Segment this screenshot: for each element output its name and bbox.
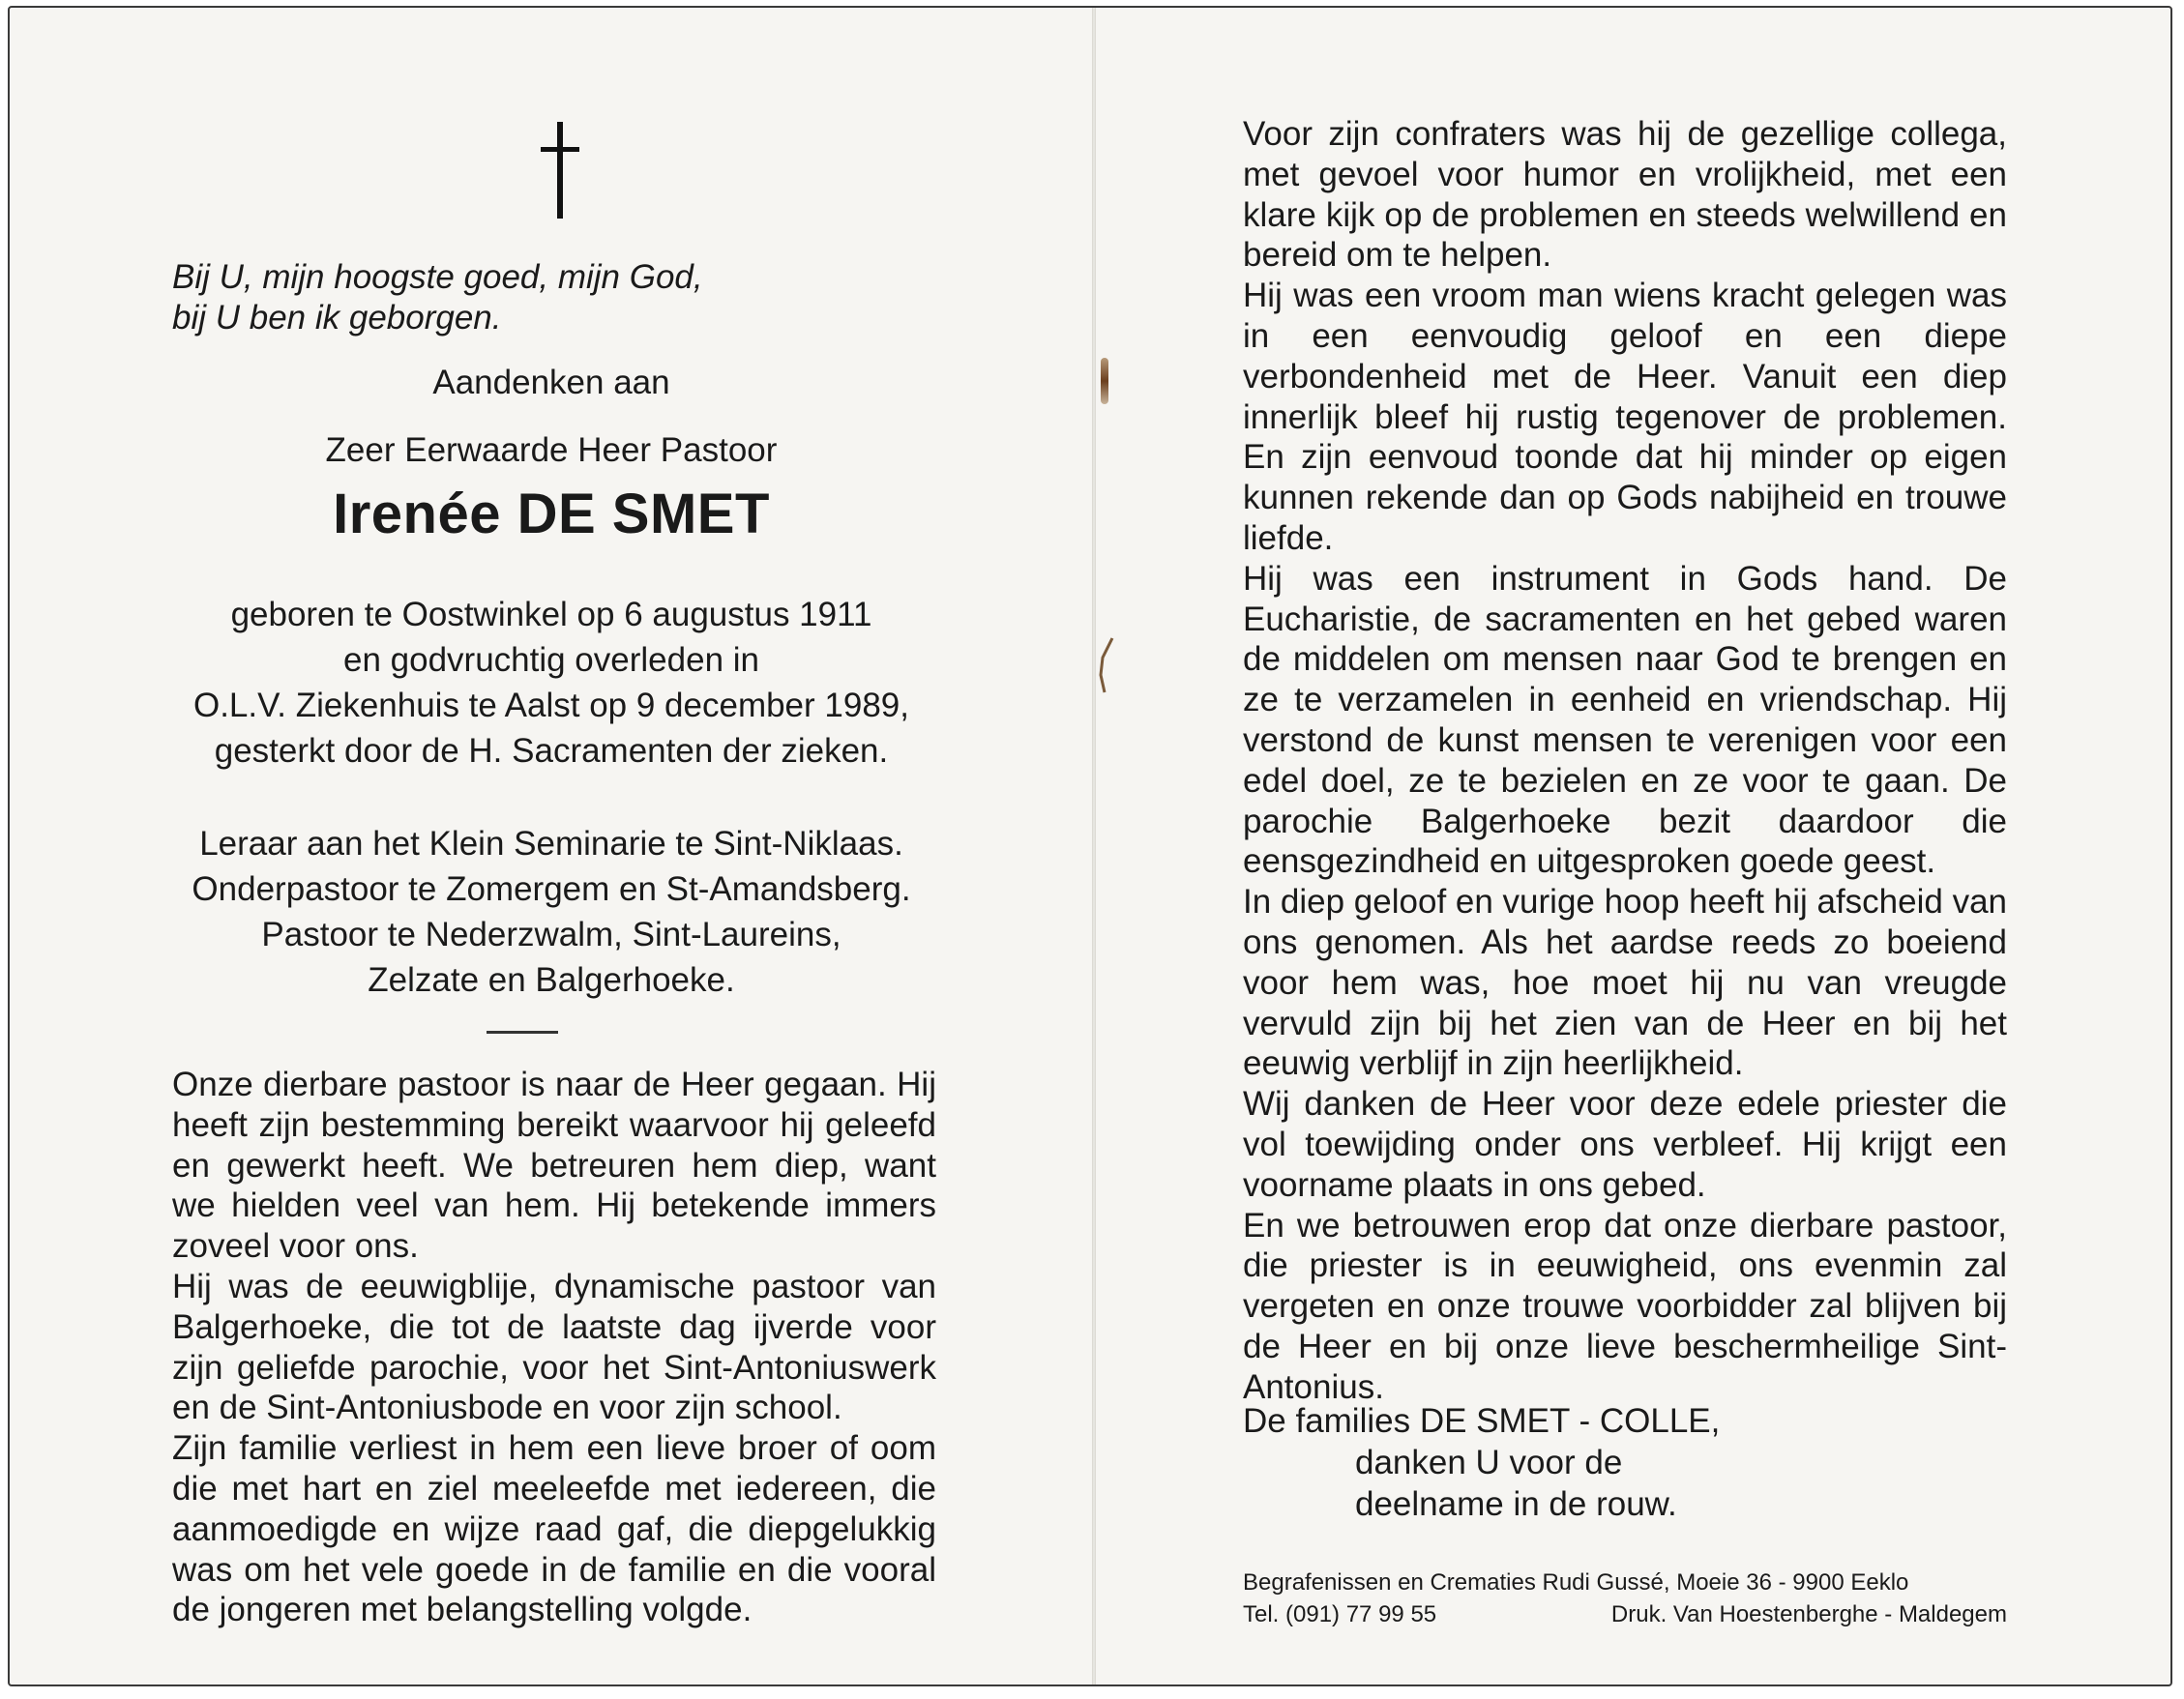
paragraph: In diep geloof en vurige hoop heeft hij afscheid van ons genomen. Als het aardse reeds zo boeiend voor hem was, hoe moet hij nu van vreugde vervuld zijn bij het zien van de Heer en bij het eeuwig verblijf in zijn heerlijkheid. [1243,883,2008,1083]
left-body-text [172,1065,936,1630]
divider [487,1031,558,1034]
deceased-name: Irenée DE SMET [333,483,770,545]
verse [172,257,849,338]
paragraph: Zijn familie verliest in hem een lieve broer of oom die met hart en ziel meeleefde met iedereen, die aanmoedigde en wijze raad gaf, die diepgelukkig was om het vele goede in de familie en die vooral de jongeren met belangstelling volgde. [172,1429,936,1629]
paragraph: Onze dierbare pastoor is naar de Heer gegaan. Hij heeft zijn bestemming bereikt waarvoor hij geleefd en gewerkt heeft. We betreuren hem diep, want we hielden veel van hem. Hij betekende immers zoveel voor ons. [172,1066,936,1266]
birth-death-line: O.L.V. Ziekenhuis te Aalst op 9 december 1989, [192,687,909,724]
funeral-home-line: Begrafenissen en Crematies Rudi Gussé, Moeie 36 - 9900 Eeklo [1243,1569,1909,1596]
printer-credit: Druk. Van Hoestenberghe - Maldegem [1610,1601,2007,1627]
verse-line: Bij U, mijn hoogste goed, mijn God, [172,258,703,296]
right-page [1098,8,2171,1684]
aandenken-label: Aandenken aan [432,364,670,401]
honorific-title: Zeer Eerwaarde Heer Pastoor [325,431,778,469]
cross-icon [541,122,579,219]
birth-death-line: gesterkt door de H. Sacramenten der zieken. [214,732,889,770]
birth-death-line: en godvruchtig overleden in [342,641,759,679]
footer-line-2 [1243,1601,2007,1628]
paragraph: Hij was de eeuwigblije, dynamische pastoor van Balgerhoeke, die tot de laatste dag ijverde voor zijn geliefde parochie, voor het Sint-Antoniuswerk en de Sint-Antoniusbode en voor zijn school. [172,1267,936,1427]
card-fold [1092,8,1096,1684]
thanks-line: De families DE SMET - COLLE, [1243,1402,1721,1440]
paragraph: Wij danken de Heer voor deze edele priester die vol toewijding onder ons verbleef. Hij krijgt een voorname plaats in ons gebed. [1243,1085,2007,1204]
career-line: Zelzate en Balgerhoeke. [368,961,735,999]
paragraph: Hij was een vroom man wiens kracht gelegen was in een eenvoudig geloof en een diepe verbondenheid met de Heer. Vanuit een diep innerlijk bleef hij rustig tegenover de problemen. En zijn eenvoud toonde dat hij minder op eigen kunnen rekende dan op Gods nabijheid en trouwe liefde. [1243,277,2007,557]
family-thanks [1243,1400,1720,1525]
paragraph: Hij was een instrument in Gods hand. De Eucharistie, de sacramenten en het gebed waren de middelen om mensen naar God te brengen en ze te verzamelen in eenheid en vriendschap. Hij verstond de kunst mensen te verenigen voor een edel doel, ze te bezielen en ze voor te gaan. De parochie Balgerhoeke bezit daardoor die eensgezindheid en uitgesproken goede geest. [1243,559,2007,881]
left-page [10,8,1090,1684]
right-body-text [1243,114,2007,1408]
career-line: Onderpastoor te Zomergem en St-Amandsberg. [192,870,911,908]
birth-death-line: geboren te Oostwinkel op 6 augustus 1911 [230,596,872,633]
paragraph: En we betrouwen erop dat onze dierbare pastoor, die priester is in eeuwigheid, ons evenmin zal vergeten en onze trouwe voorbidder zal blijven bij de Heer en bij onze lieve beschermheilige Sint-Antonius. [1243,1206,2007,1406]
paragraph: Voor zijn confraters was hij de gezellige collega, met gevoel voor humor en vrolijkheid, met een klare kijk op de problemen en steeds welwillend en bereid om te helpen. [1243,115,2007,275]
career-line: Leraar aan het Klein Seminarie te Sint-Niklaas. [199,825,903,863]
verse-line: bij U ben ik geborgen. [172,299,502,337]
memorial-card [8,6,2172,1686]
phone-number: Tel. (091) 77 99 55 [1243,1601,1437,1627]
career-line: Pastoor te Nederzwalm, Sint-Laureins, [261,916,841,953]
thanks-line: deelname in de rouw. [1355,1485,1677,1523]
thanks-line: danken U voor de [1355,1444,1623,1481]
